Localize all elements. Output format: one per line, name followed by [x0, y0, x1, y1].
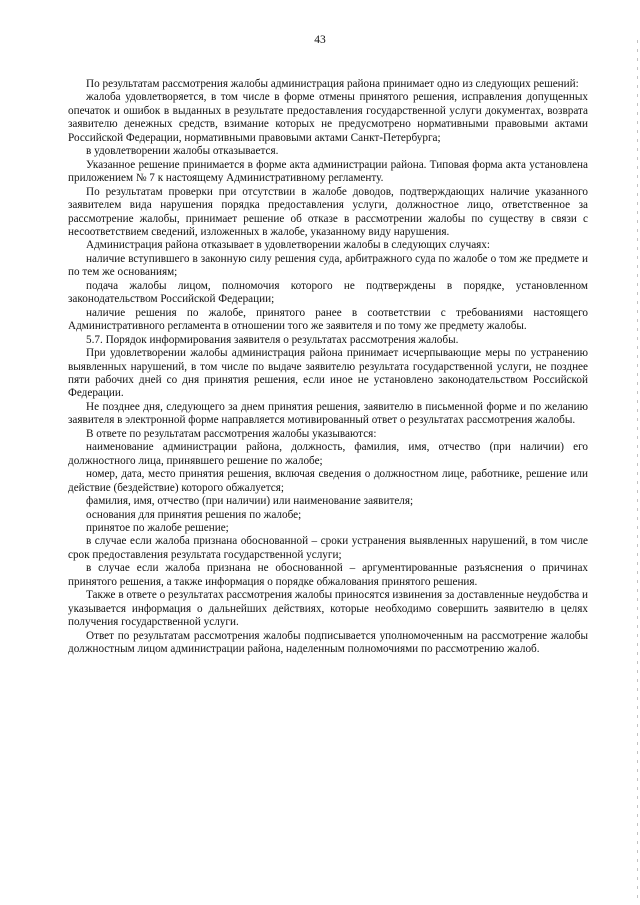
- paragraph: в удовлетворении жалобы отказывается.: [86, 145, 279, 158]
- paragraph: По результатам проверки при отсутствии в жалобе доводов, подтверждающих наличие указанного заявителем вида нарушения порядка предоставления услуги, должностное лицо, ответственное за рассмотрение жалобы, принимает решение об отказе в рассмотрении жалобы по существу в связи с несоответствием сведений, изложенных в жалобе, указанному виду нарушения.: [68, 185, 588, 238]
- paragraph: фамилия, имя, отчество (при наличии) или наименование заявителя;: [86, 495, 414, 508]
- scan-edge: [637, 40, 638, 900]
- paragraph: в случае если жалоба признана обоснованной – сроки устранения выявленных нарушений, в том числе срок предоставления результата государственной услуги;: [68, 535, 588, 561]
- paragraph: принятое по жалобе решение;: [86, 521, 229, 534]
- paragraph: в случае если жалоба признана не обоснованной – аргументированные разъяснения о причинах принятого решения, а также информация о порядке обжалования принятого решения.: [68, 562, 588, 588]
- paragraph: основания для принятия решения по жалобе;: [86, 508, 302, 521]
- paragraph: Администрация района отказывает в удовлетворении жалобы в следующих случаях:: [86, 239, 491, 252]
- paragraph: При удовлетворении жалобы администрация района принимает исчерпывающие меры по устранению выявленных нарушений, в том числе по выдаче заявителю результата государственной услуги, не позднее пяти рабочих дней со дня принятия решения, если иное не установлено законодательством Российской Федерации.: [68, 347, 588, 400]
- paragraph: По результатам рассмотрения жалобы администрация района принимает одно из следующих решений:: [86, 78, 579, 90]
- section-heading: 5.7. Порядок информирования заявителя о результатах рассмотрения жалобы.: [86, 333, 459, 346]
- paragraph: наличие вступившего в законную силу решения суда, арбитражного суда по жалобе о том же предмете и по тем же основаниям;: [68, 252, 588, 279]
- paragraph: Также в ответе о результатах рассмотрения жалобы приносятся извинения за доставленные неудобства и указывается информация о дальнейших действиях, которые необходимо совершить заявителю в целях получения государственной услуги.: [68, 589, 588, 629]
- page-number: 43: [314, 34, 326, 46]
- body-text: [68, 78, 588, 656]
- paragraph: Не позднее дня, следующего за днем принятия решения, заявителю в письменной форме и по желанию заявителя в электронной форме направляется мотивированный ответ о результатах рассмотрения жалобы.: [68, 400, 588, 427]
- paragraph: подача жалобы лицом, полномочия которого не подтверждены в порядке, установленном законодательством Российской Федерации;: [68, 279, 588, 306]
- paragraph: наличие решения по жалобе, принятого ранее в соответствии с требованиями настоящего Административного регламента в отношении того же заявителя и по тому же предмету жалобы.: [68, 306, 588, 333]
- paragraph: В ответе по результатам рассмотрения жалобы указываются:: [86, 427, 377, 440]
- paragraph: наименование администрации района, должность, фамилия, имя, отчество (при наличии) его должностного лица, принявшего решение по жалобе;: [68, 441, 588, 467]
- paragraph: Ответ по результатам рассмотрения жалобы подписывается уполномоченным на рассмотрение жалобы должностным лицом администрации района, наделенным полномочиями по рассмотрению жалоб.: [68, 629, 588, 656]
- paragraph: Указанное решение принимается в форме акта администрации района. Типовая форма акта установлена приложением № 7 к настоящему Административному регламенту.: [68, 158, 588, 185]
- paragraph: жалоба удовлетворяется, в том числе в форме отмены принятого решения, исправления допущенных опечаток и ошибок в выданных в результате предоставления государственной услуги документах, возврата заявителю денежных средств, взимание которых не предусмотрено нормативными правовыми актами Российской Федерации, нормативными правовыми актами Санкт-Петербурга;: [68, 91, 588, 144]
- paragraph: номер, дата, место принятия решения, включая сведения о должностном лице, работнике, решение или действие (бездействие) которого обжалуется;: [68, 468, 588, 494]
